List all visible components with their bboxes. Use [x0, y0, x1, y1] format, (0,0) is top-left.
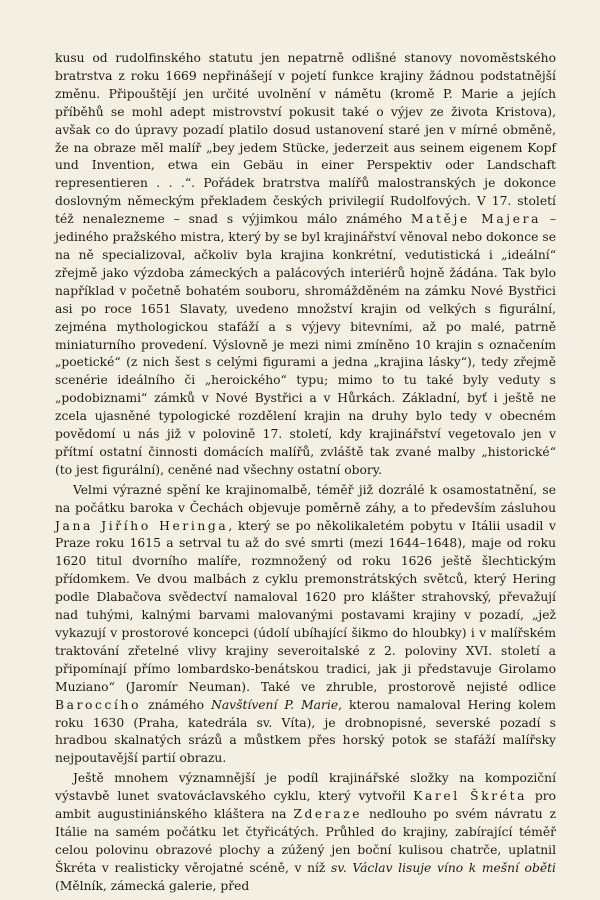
italic-title: Navštívení P. Marie [211, 697, 339, 712]
spaced-name: Karel Škréta [413, 789, 528, 804]
text-run: Velmi výrazné spění ke krajinomalbě, téměř již dozrálé k osamostatnění, se na počátku baroka v Čechách objevuje poměrně záhy, a to především zásluhou [55, 482, 556, 515]
spaced-name: Zderaze [293, 807, 363, 822]
text-run: , kterou namaloval Hering kolem roku 1630 (Praha, katedrála sv. Víta), je drobnopisné, severské pozadí s hradbou skalnatých srázů a můstkem přes horský potok se stafáží malířsky nejpoutavější partií obrazu. [55, 697, 556, 766]
text-run: , který se po několikaletém pobytu v Itálii usadil v Praze roku 1615 a setrval tu až do své smrti (mezi 1644–1648), maje od roku 1620 titul dvorního malíře, rozmnožený od roku 1626 ještě šlechtickým přídomkem. Ve dvou malbách z cyklu premonstrátských světců, který Hering podle Dlabačova svědectví namaloval 1620 pro klášter strahovský, převažují nad tuhými, kalnými barvami malovanými postavami krajiny v pozadí, „jež vykazují v prostorové koncepci (údolí ubíhající šikmo do hloubky) i v malířském traktování zřetelné vlivy krajiny severoitalské z 2. poloviny XVI. století a připomínají přímo lombardsko-benátskou tradici, jak ji představuje Girolamo Muziano“ (Jaromír Neuman). Také ve zhruble, prostorově nejisté odlice [55, 518, 556, 694]
text-run: nedlouho po svém návratu z Itálie na samém počátku let čtyřicátých. Průhled do krajiny, zabírající téměř celou polovinu obrazové plochy a zúžený jen boční kulisou chatrče, uplatnil Škréta v realisticky věrojatné scéně, v níž [55, 807, 556, 875]
body-paragraph [55, 770, 556, 895]
body-paragraph [55, 50, 556, 480]
text-run: (Mělník, zámecká galerie, před [55, 878, 250, 893]
body-paragraph [55, 482, 556, 769]
text-run: Ještě mnohem významnější je podíl krajinářské složky na kompoziční výstavbě lunet svatováclavského cyklu, který vytvořil [55, 771, 556, 804]
spaced-name: Matěje Majera [410, 212, 542, 227]
text-run: pro ambit augustiniánského kláštera na [55, 789, 556, 822]
spaced-name: Jana Jiřího Heringa [55, 518, 229, 533]
spaced-name: Baroccího [55, 697, 142, 712]
text-run: známého [141, 697, 212, 712]
text-run: kusu od rudolfinského statutu jen nepatrně odlišné stanovy novoměstského bratrstva z roku 1669 nepřinášejí v pojetí funkce krajiny žádnou podstatnější změnu. Připouštějí jen určité uvolnění v námětu (kromě P. Marie a jejích příběhů se mohl adept mistrovství pokusit také o výjev ze života Kristova), avšak co do úpravy pozadí platilo dosud ustanovení staré jen v mírné obměně, že na obraze měl malíř „bey jedem Stücke, jederzeit aus seinem eigenem Kopf und Invention, etwa ein Gebäu in einer Perspektiv oder Landschaft representieren . . .“. Pořádek bratrstva malířů malostranských je dokonce doslovným německým překladem českých privilegií Rudolfových. V 17. století též nenalezneme – snad s výjimkou málo známého [55, 51, 556, 227]
text-run: – jediného pražského mistra, který by se byl krajinářství věnoval nebo dokonce se na ně specializoval, ačkoliv byla krajina konkrétní, vedutistická i „ideální“ zřejmě jako výzdoba zámeckých a palácových interiérů hojně žádána. Tak bylo například v početně bohatém souboru, shromážděném na zámku Nové Bystřici asi po roce 1651 Slavaty, uvedeno množství krajin od velkých s figurální, zejména mythologickou stafáží a s výjevy bitevními, až po malé, patrně miniaturního provedení. Výslovně je mezi nimi zmíněno 10 krajin s označením „poetické“ (z nich šest s celými figurami a jedna „krajina lásky“), tedy zřejmě scenérie ideálního či „heroického“ typu; mimo to tu také byly veduty s „podobiznami“ zámků v Nové Bystřici a v Hůrkách. Základní, byť i ještě ne zcela ujasněné typologické rozdělení krajin na druhy bylo tedy v obecném povědomí u nás již v polovině 17. století, kdy krajinářství vegetovalo jen v přítmí ostatní činnosti domácích malířů, zvláště tak zvané malby „historické“ (to jest figurální), ceněné nad všechny ostatní obory. [55, 212, 556, 477]
italic-title: sv. Václav lisuje víno k mešní oběti [331, 860, 556, 875]
